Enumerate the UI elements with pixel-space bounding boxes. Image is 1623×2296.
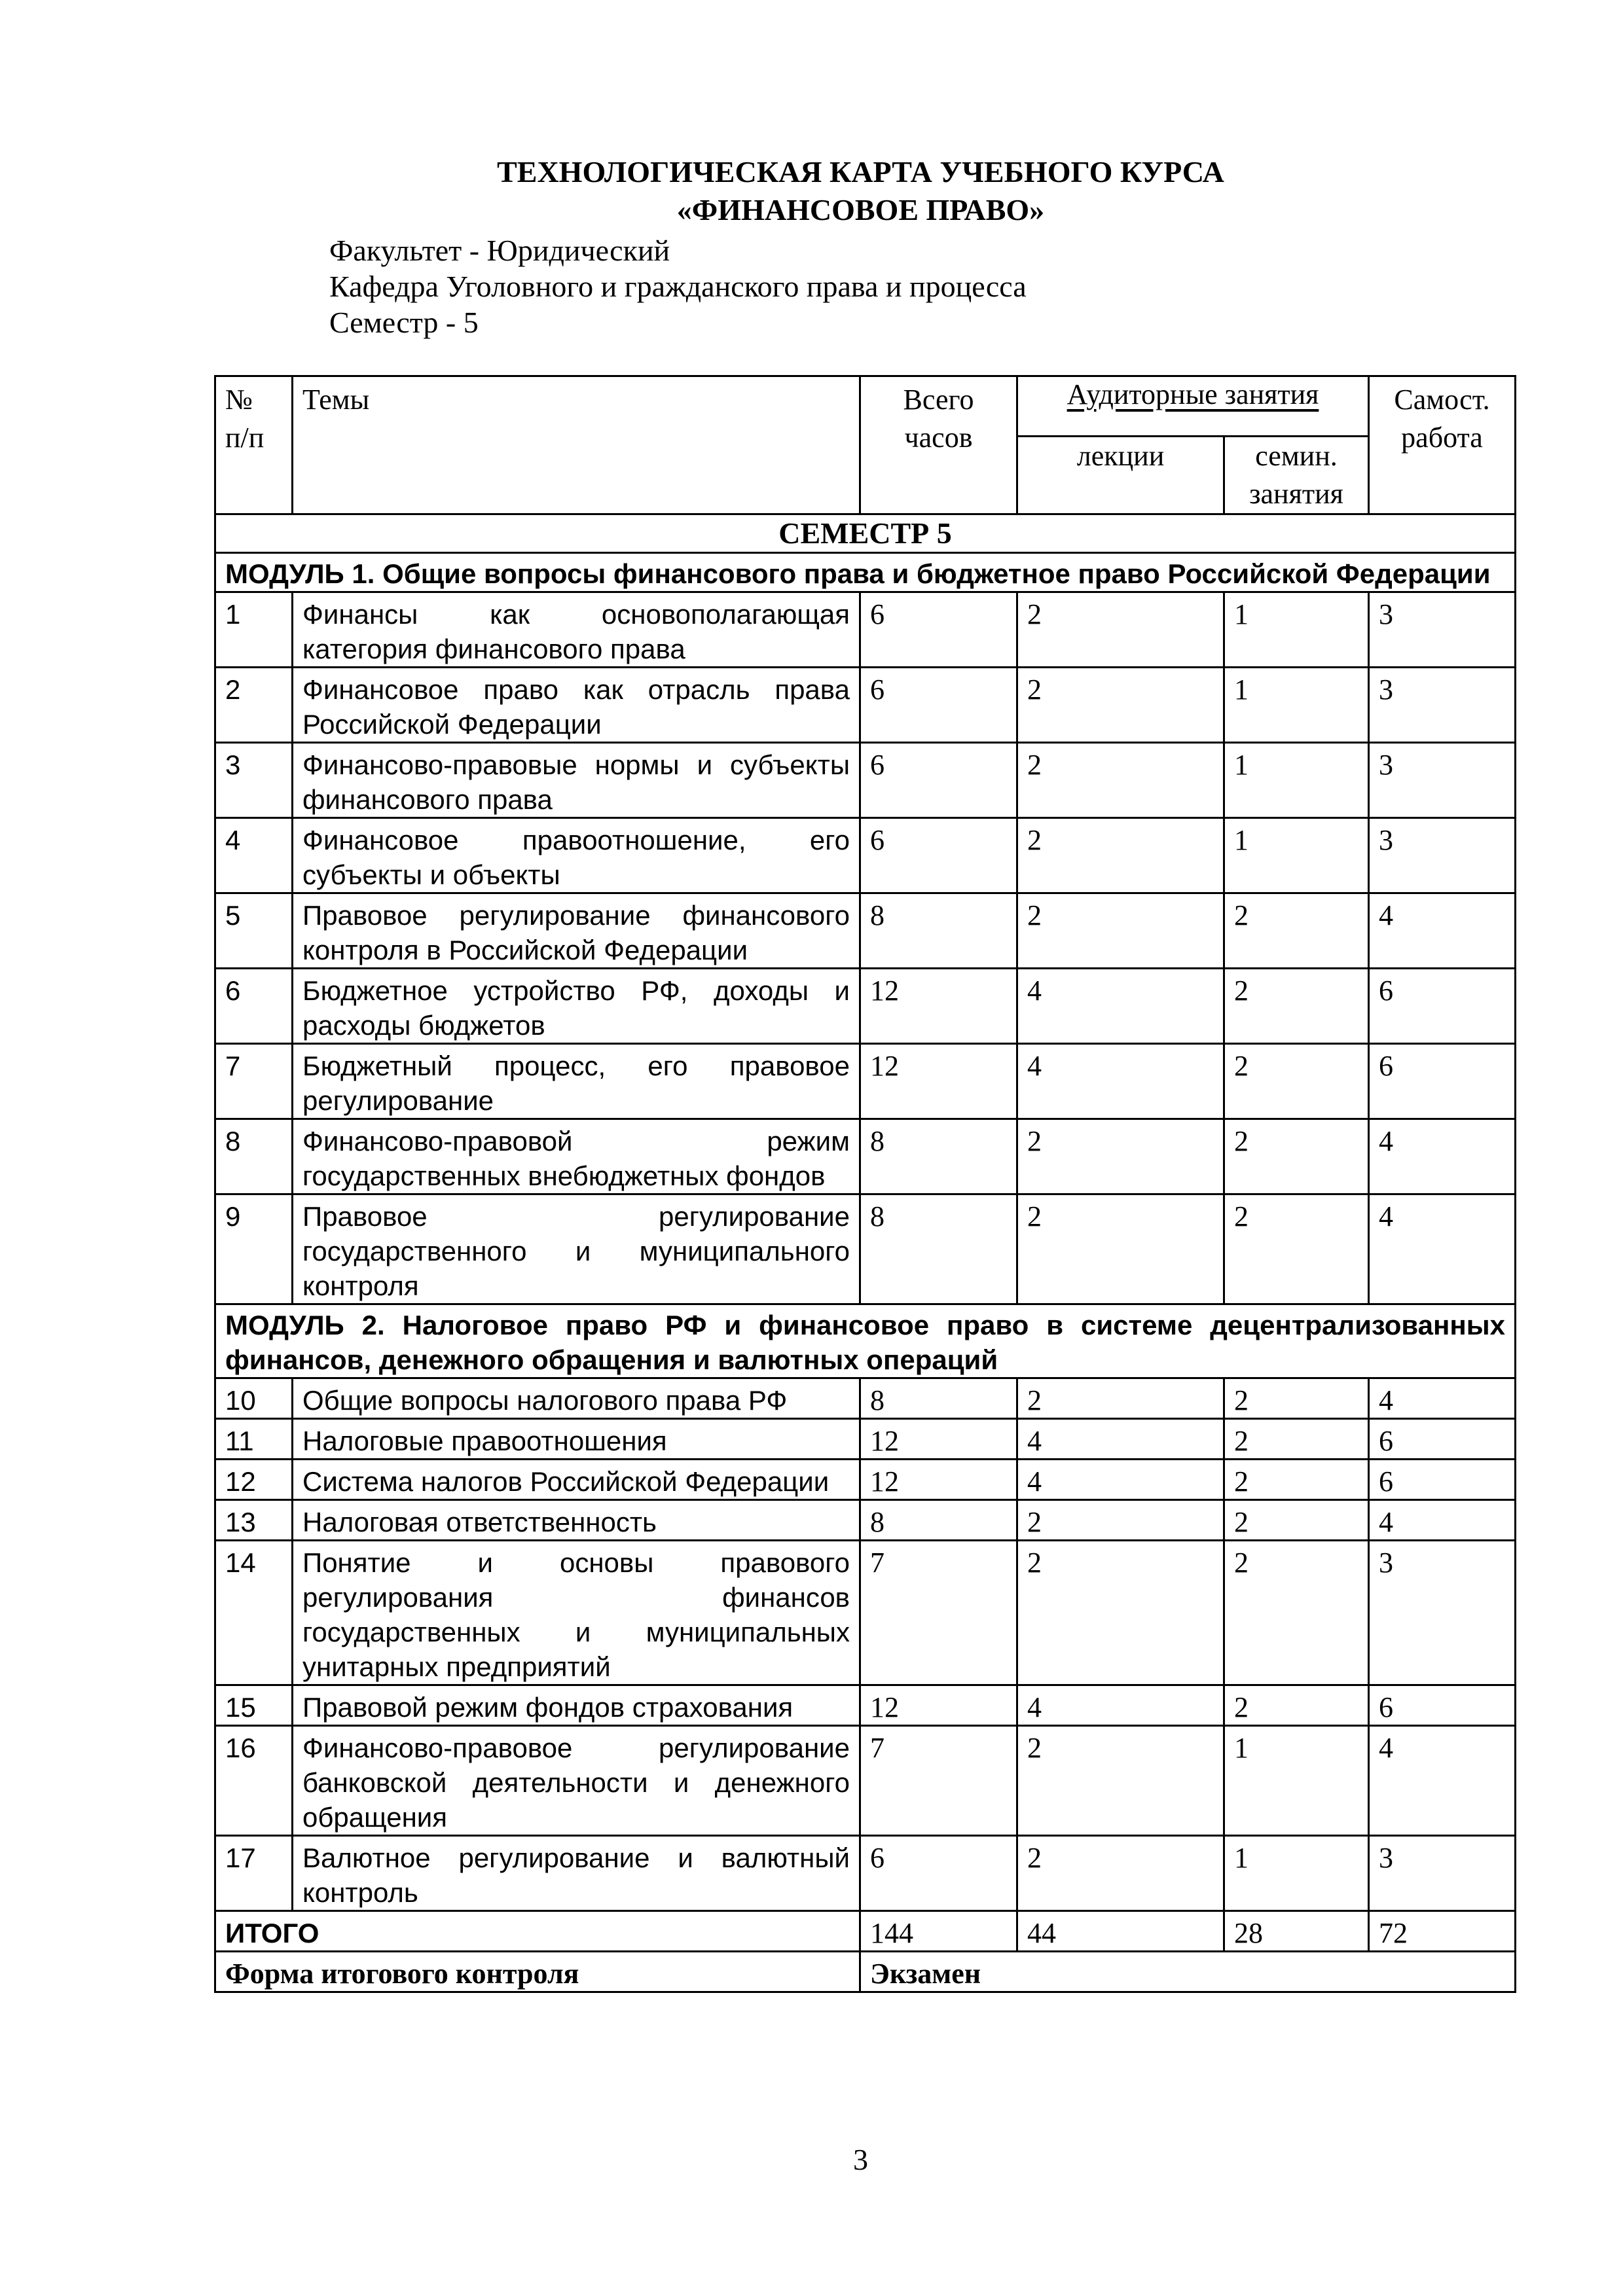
- row-lecture-hours: 2: [1017, 818, 1224, 893]
- course-table-body: [215, 376, 1516, 1992]
- faculty-line: Факультет - Юридический: [329, 234, 670, 267]
- header-num-cell: [215, 376, 293, 514]
- header-selfwork-line1: Самост.: [1394, 384, 1490, 416]
- row-lecture-hours: 2: [1017, 1726, 1224, 1836]
- row-seminar-hours: 2: [1224, 1500, 1369, 1541]
- row-topic: Система налогов Российской Федерации: [293, 1460, 860, 1500]
- row-topic: Валютное регулирование и валютный контроль: [293, 1836, 860, 1911]
- row-total-hours: 8: [860, 1500, 1017, 1541]
- row-selfwork-hours: 4: [1369, 893, 1516, 969]
- final-control-row: [215, 1952, 1516, 1992]
- row-lecture-hours: 4: [1017, 1460, 1224, 1500]
- header-auditory-cell: [1017, 376, 1369, 437]
- row-topic: Понятие и основы правового регулирования финансов государственных и муниципальных унитарных предприятий: [293, 1541, 860, 1685]
- table-row: [215, 1685, 1516, 1726]
- row-total-hours: 7: [860, 1726, 1017, 1836]
- row-topic: Финансовое правоотношение, его субъекты и объекты: [293, 818, 860, 893]
- row-seminar-hours: 2: [1224, 1419, 1369, 1460]
- row-selfwork-hours: 6: [1369, 1460, 1516, 1500]
- row-topic: Финансы как основополагающая категория финансового права: [293, 592, 860, 668]
- row-selfwork-hours: 4: [1369, 1378, 1516, 1419]
- row-lecture-hours: 4: [1017, 1685, 1224, 1726]
- row-number: 8: [215, 1119, 293, 1194]
- row-lecture-hours: 4: [1017, 1044, 1224, 1119]
- header-seminars-line2: занятия: [1249, 478, 1343, 510]
- row-seminar-hours: 1: [1224, 668, 1369, 743]
- row-number: 15: [215, 1685, 293, 1726]
- row-total-hours: 6: [860, 592, 1017, 668]
- row-number: 9: [215, 1194, 293, 1304]
- table-row: [215, 743, 1516, 818]
- row-seminar-hours: 1: [1224, 592, 1369, 668]
- row-lecture-hours: 2: [1017, 1836, 1224, 1911]
- row-selfwork-hours: 3: [1369, 1836, 1516, 1911]
- row-number: 14: [215, 1541, 293, 1685]
- row-selfwork-hours: 4: [1369, 1194, 1516, 1304]
- table-row: [215, 1541, 1516, 1685]
- department-line: Кафедра Уголовного и гражданского права и процесса: [329, 270, 1027, 303]
- row-total-hours: 8: [860, 1119, 1017, 1194]
- row-topic: Финансово-правовой режим государственных внебюджетных фондов: [293, 1119, 860, 1194]
- table-row: [215, 1460, 1516, 1500]
- row-total-hours: 8: [860, 1194, 1017, 1304]
- header-seminars-cell: [1224, 437, 1369, 514]
- semester-cell: СЕМЕСТР 5: [215, 514, 1516, 553]
- row-topic: Бюджетное устройство РФ, доходы и расходы бюджетов: [293, 969, 860, 1044]
- row-seminar-hours: 1: [1224, 1726, 1369, 1836]
- row-total-hours: 8: [860, 1378, 1017, 1419]
- row-selfwork-hours: 3: [1369, 1541, 1516, 1685]
- totals-selfwork-hours: 72: [1369, 1911, 1516, 1952]
- row-lecture-hours: 4: [1017, 1419, 1224, 1460]
- row-selfwork-hours: 3: [1369, 743, 1516, 818]
- final-control-value: Экзамен: [860, 1952, 1516, 1992]
- row-seminar-hours: 2: [1224, 1685, 1369, 1726]
- row-lecture-hours: 2: [1017, 1500, 1224, 1541]
- row-topic: Правовой режим фондов страхования: [293, 1685, 860, 1726]
- header-topics-label: Темы: [302, 384, 370, 416]
- document-title-line1: ТЕХНОЛОГИЧЕСКАЯ КАРТА УЧЕБНОГО КУРСА: [497, 155, 1224, 188]
- module-row: [215, 553, 1516, 592]
- row-lecture-hours: 4: [1017, 969, 1224, 1044]
- row-lecture-hours: 2: [1017, 1541, 1224, 1685]
- row-topic: Финансовое право как отрасль права Российской Федерации: [293, 668, 860, 743]
- row-number: 3: [215, 743, 293, 818]
- table-row: [215, 592, 1516, 668]
- row-total-hours: 6: [860, 1836, 1017, 1911]
- row-selfwork-hours: 3: [1369, 668, 1516, 743]
- row-number: 13: [215, 1500, 293, 1541]
- row-number: 2: [215, 668, 293, 743]
- row-total-hours: 12: [860, 1460, 1017, 1500]
- row-number: 5: [215, 893, 293, 969]
- final-control-label: Форма итогового контроля: [215, 1952, 860, 1992]
- row-topic: Финансово-правовые нормы и субъекты финансового права: [293, 743, 860, 818]
- row-number: 6: [215, 969, 293, 1044]
- row-lecture-hours: 2: [1017, 893, 1224, 969]
- totals-seminar-hours: 28: [1224, 1911, 1369, 1952]
- header-lectures-cell: [1017, 437, 1224, 514]
- row-number: 11: [215, 1419, 293, 1460]
- table-row: [215, 1726, 1516, 1836]
- table-row: [215, 1378, 1516, 1419]
- row-selfwork-hours: 6: [1369, 1044, 1516, 1119]
- page-number: 3: [853, 2143, 868, 2176]
- row-selfwork-hours: 4: [1369, 1726, 1516, 1836]
- row-lecture-hours: 2: [1017, 1119, 1224, 1194]
- row-selfwork-hours: 4: [1369, 1119, 1516, 1194]
- row-total-hours: 6: [860, 743, 1017, 818]
- row-selfwork-hours: 3: [1369, 592, 1516, 668]
- row-total-hours: 12: [860, 1044, 1017, 1119]
- row-seminar-hours: 2: [1224, 1460, 1369, 1500]
- table-row: [215, 1836, 1516, 1911]
- table-row: [215, 1044, 1516, 1119]
- row-total-hours: 8: [860, 893, 1017, 969]
- totals-label: ИТОГО: [215, 1911, 860, 1952]
- document-title-line2: «ФИНАНСОВОЕ ПРАВО»: [676, 193, 1045, 226]
- row-number: 7: [215, 1044, 293, 1119]
- header-seminars-line1: семин.: [1255, 440, 1338, 472]
- totals-lecture-hours: 44: [1017, 1911, 1224, 1952]
- row-topic: Финансово-правовое регулирование банковской деятельности и денежного обращения: [293, 1726, 860, 1836]
- table-row: [215, 969, 1516, 1044]
- row-total-hours: 12: [860, 1419, 1017, 1460]
- row-total-hours: 12: [860, 1685, 1017, 1726]
- row-total-hours: 7: [860, 1541, 1017, 1685]
- module-row: [215, 1304, 1516, 1378]
- row-topic: Правовое регулирование государственного и муниципального контроля: [293, 1194, 860, 1304]
- row-total-hours: 6: [860, 818, 1017, 893]
- row-seminar-hours: 2: [1224, 969, 1369, 1044]
- table-row: [215, 1119, 1516, 1194]
- table-row: [215, 1419, 1516, 1460]
- header-total-line1: Всего: [903, 384, 974, 416]
- row-seminar-hours: 2: [1224, 1378, 1369, 1419]
- semester-row: [215, 514, 1516, 553]
- row-topic: Бюджетный процесс, его правовое регулирование: [293, 1044, 860, 1119]
- table-header-row: [215, 376, 1516, 437]
- row-lecture-hours: 2: [1017, 592, 1224, 668]
- row-seminar-hours: 2: [1224, 1194, 1369, 1304]
- header-total-cell: [860, 376, 1017, 514]
- row-seminar-hours: 1: [1224, 818, 1369, 893]
- totals-total-hours: 144: [860, 1911, 1017, 1952]
- row-selfwork-hours: 6: [1369, 969, 1516, 1044]
- row-seminar-hours: 1: [1224, 743, 1369, 818]
- row-seminar-hours: 2: [1224, 1541, 1369, 1685]
- row-number: 17: [215, 1836, 293, 1911]
- row-number: 1: [215, 592, 293, 668]
- row-selfwork-hours: 3: [1369, 818, 1516, 893]
- row-topic: Общие вопросы налогового права РФ: [293, 1378, 860, 1419]
- header-lectures-label: лекции: [1076, 440, 1165, 472]
- row-selfwork-hours: 6: [1369, 1685, 1516, 1726]
- row-seminar-hours: 2: [1224, 1119, 1369, 1194]
- table-row: [215, 1194, 1516, 1304]
- header-num-line2: п/п: [225, 422, 264, 454]
- row-selfwork-hours: 6: [1369, 1419, 1516, 1460]
- semester-line: Семестр - 5: [329, 306, 479, 339]
- table-row: [215, 1500, 1516, 1541]
- row-lecture-hours: 2: [1017, 668, 1224, 743]
- header-auditory-label: Аудиторные занятия: [1067, 378, 1319, 410]
- module-1-cell: МОДУЛЬ 1. Общие вопросы финансового права и бюджетное право Российской Федерации: [215, 553, 1516, 592]
- row-lecture-hours: 2: [1017, 1194, 1224, 1304]
- row-number: 10: [215, 1378, 293, 1419]
- row-total-hours: 12: [860, 969, 1017, 1044]
- row-number: 12: [215, 1460, 293, 1500]
- module-2-cell: МОДУЛЬ 2. Налоговое право РФ и финансовое право в системе децентрализованных финансов, денежного обращения и валютных операций: [215, 1304, 1516, 1378]
- header-num-line1: №: [225, 384, 253, 416]
- row-lecture-hours: 2: [1017, 743, 1224, 818]
- row-selfwork-hours: 4: [1369, 1500, 1516, 1541]
- header-selfwork-cell: [1369, 376, 1516, 514]
- row-topic: Правовое регулирование финансового контроля в Российской Федерации: [293, 893, 860, 969]
- row-number: 4: [215, 818, 293, 893]
- row-number: 16: [215, 1726, 293, 1836]
- header-selfwork-line2: работа: [1401, 422, 1483, 454]
- table-row: [215, 818, 1516, 893]
- row-lecture-hours: 2: [1017, 1378, 1224, 1419]
- row-topic: Налоговые правоотношения: [293, 1419, 860, 1460]
- row-seminar-hours: 2: [1224, 893, 1369, 969]
- header-topics-cell: [293, 376, 860, 514]
- course-table: [214, 375, 1516, 1993]
- table-row: [215, 893, 1516, 969]
- row-topic: Налоговая ответственность: [293, 1500, 860, 1541]
- row-total-hours: 6: [860, 668, 1017, 743]
- row-seminar-hours: 1: [1224, 1836, 1369, 1911]
- row-seminar-hours: 2: [1224, 1044, 1369, 1119]
- header-total-line2: часов: [904, 422, 973, 454]
- totals-row: [215, 1911, 1516, 1952]
- table-row: [215, 668, 1516, 743]
